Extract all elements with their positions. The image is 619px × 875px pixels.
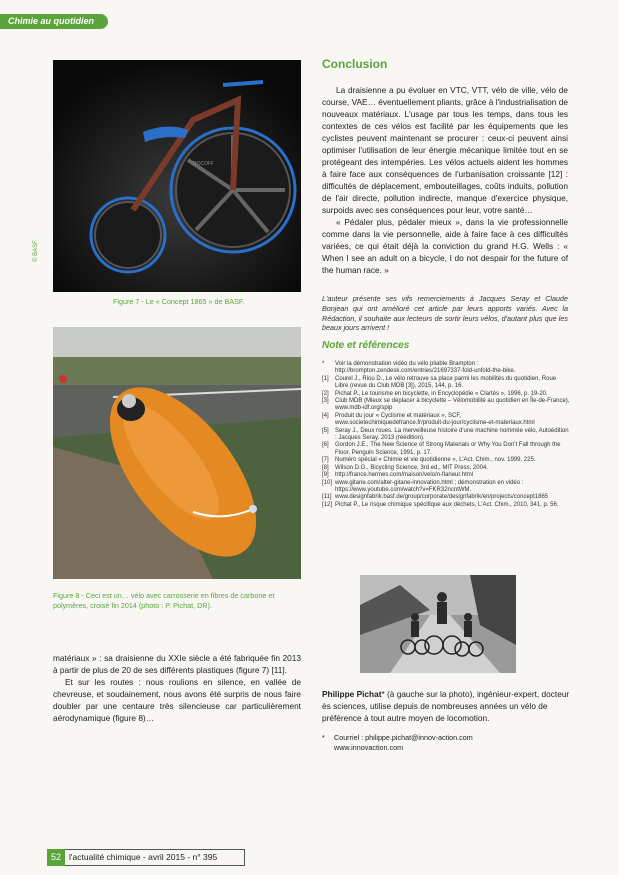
reference-number: [12]	[322, 501, 333, 508]
reference-item	[322, 413, 570, 428]
footnote-marker: *	[322, 733, 325, 742]
contact-email[interactable]: Courriel : philippe.pichat@innov-action.com	[334, 733, 473, 742]
author-name: Philippe Pichat	[322, 689, 382, 699]
reference-item	[322, 494, 570, 501]
figure-8-image	[53, 327, 301, 579]
left-column-body	[53, 652, 301, 724]
reference-item	[322, 361, 570, 376]
reference-number: [10]	[322, 479, 333, 486]
svg-text:ROCOFF: ROCOFF	[193, 161, 215, 167]
author-bio-paragraph	[322, 688, 570, 724]
reference-item	[322, 457, 570, 464]
author-photo	[360, 575, 516, 673]
reference-text: Wilson D.G., Bicycling Science, 3rd ed., MIT Press, 2004.	[335, 464, 488, 471]
figure-8-caption: Figure 8 - Ceci est un… vélo avec carrosserie en fibres de carbone et polymères, croisé fin 2014 (photo : P. Pichat, DR).	[53, 591, 275, 610]
contact-row	[322, 733, 570, 743]
reference-text: Numéro spécial « Chimie et vie quotidienne », L'Act. Chim., nov. 1999, 225.	[335, 457, 536, 464]
reference-text: Courel J., Riou D., Le vélo retrouve sa place parmi les mobilités du quotidien, Roue Libre (revue du Club MDB [3]), 2015, 144, p. 16.	[335, 375, 557, 390]
reference-item	[322, 428, 570, 443]
reference-number: [11]	[322, 494, 332, 501]
author-bio	[322, 688, 570, 724]
page-footer	[47, 849, 245, 866]
conclusion-heading: Conclusion	[322, 57, 388, 71]
conclusion-body	[322, 84, 568, 276]
reference-item	[322, 442, 570, 457]
reference-number: *	[322, 361, 325, 367]
reference-number: [3]	[322, 398, 329, 405]
author-contact	[322, 733, 570, 752]
journal-info: l'actualité chimique - avril 2015 - n° 395	[65, 849, 245, 866]
reference-text: http://france.hermes.com/maison/velo/n-flaneur.html	[335, 472, 474, 479]
reference-text: Seray J., Deux roues. La merveilleuse histoire d'une machine nommée vélo, Autoédition : Jacques Seray, 2013 (réédition).	[335, 427, 569, 442]
reference-text: Produit du jour « Cyclisme et matériaux », SCF, www.societechimiquedefrance.fr/produit-du-jour/cyclisme-et-materiaux.html	[335, 412, 535, 427]
reference-number: [2]	[322, 390, 329, 397]
acknowledgment: L'auteur présente ses vifs remerciements à Jacques Seray et Claude Bonjean qui ont amélioré cet article par leurs apports variés. Avec la Rédaction, il souhaite aux lecteurs de sortir leurs vélos, d'autant plus que les beaux jours arrivent !	[322, 294, 568, 333]
author-bio-text: * (à gauche sur la photo), ingénieur-expert, docteur ès sciences, utilise depuis de nombreuses années un vélo de préférence à tout autre moyen de locomotion.	[322, 689, 570, 723]
figure-7-image	[53, 60, 301, 292]
reference-text: Gordon J.E., The New Science of Strong Materials or Why You Don't Fall through the Floor, Penguin Science, 1991, p. 17.	[335, 442, 561, 456]
figure-7-caption: Figure 7 - Le « Concept 1865 » de BASF.	[113, 297, 245, 306]
reference-text: www.gitane.com/alter-gitane-innovation.html ; démonstration en vidéo : https://www.youtube.com/watch?v=FKR32ncntWM.	[335, 479, 524, 493]
left-paragraph: matériaux » : sa draisienne du XXIe siècle a été fabriquée fin 2013 à partir de plus de 20 de ses différents plastiques (figure 7) [11].	[53, 653, 301, 675]
reference-number: [5]	[322, 427, 329, 434]
reference-text: Pichat P., Le risque chimique spécifique aux déchets, L'Act. Chim., 2010, 341, p. 56.	[335, 501, 559, 508]
reference-number: [1]	[322, 375, 329, 382]
reference-number: [6]	[322, 442, 329, 449]
photo-credit: © BASF.	[33, 239, 39, 262]
reference-number: [9]	[322, 472, 329, 479]
reference-number: [4]	[322, 412, 329, 419]
reference-item	[322, 376, 570, 391]
notes-heading: Note et références	[322, 340, 410, 351]
reference-number: [8]	[322, 464, 329, 471]
reference-item	[322, 398, 570, 413]
reference-text: Voir la démonstration vidéo du vélo pliable Brampton : http://brompton.zendesk.com/entries/21697337-fold-unfold-the-bike.	[335, 361, 516, 375]
conclusion-paragraph: La draisienne a pu évoluer en VTC, VTT, vélo de ville, vélo de course, VAE… éventuellement pliants, grâce à l'industrialisation de nouveaux matériaux. L'usage par tous les temps, dans tous les contextes de ces vélos est facilité par les équipements que les cyclistes peuvent maintenant se procurer : ceux-ci peuvent ainsi optimiser l'utilisation de leur énergie mécanique limitée tout en se protégeant des intempéries. Les vélos actuels aident les hommes à faire face aux conséquences de l'urbanisation croissante [12] : difficultés de déplacement, embouteillages, coûts induits, pollution de l'air directe, pollution indirecte, manque d'exercice physique, surpoids avec ses conséquences pour leur, votre santé…	[322, 85, 568, 215]
page-number: 52	[47, 849, 65, 866]
reference-item	[322, 465, 570, 472]
reference-text: Club MDB (Mieux se déplacer à bicyclette – Vélomobilité au quotidien en Île-de-France), www.mdb-idf.org/spip	[335, 398, 570, 412]
reference-text: Pichat P., Le tourisme en bicyclette, in Encyclopédie « Clartés », 1996, p. 19-20.	[335, 390, 548, 397]
left-paragraph: Et sur les routes : nous roulions en silence, en vallée de chevreuse, et soudainement, nous avons été surpris de nous faire doubler par une centaure très silencieuse car particulièrement aérodynamique (figure 8)…	[53, 677, 301, 723]
reference-item	[322, 502, 570, 509]
contact-row	[322, 743, 570, 753]
reference-list	[322, 361, 570, 509]
reference-number: [7]	[322, 457, 329, 464]
reference-item	[322, 472, 570, 479]
contact-website[interactable]: www.innovaction.com	[334, 742, 404, 752]
section-tab: Chimie au quotidien	[0, 14, 108, 29]
reference-item	[322, 480, 570, 495]
conclusion-paragraph: « Pédaler plus, pédaler mieux », dans la vie professionnelle comme dans la vie personnelle, aide à faire face à ces difficultés variées, ce qui était déjà la conviction du grand H.G. Wells : « When I see an adult on a bicycle, I do not despair for the future of the human race. »	[322, 217, 568, 275]
reference-text: www.designfabrik.basf.de/group/corporate/designfabrik/en/projects/concept1865	[335, 494, 549, 501]
reference-item	[322, 391, 570, 398]
